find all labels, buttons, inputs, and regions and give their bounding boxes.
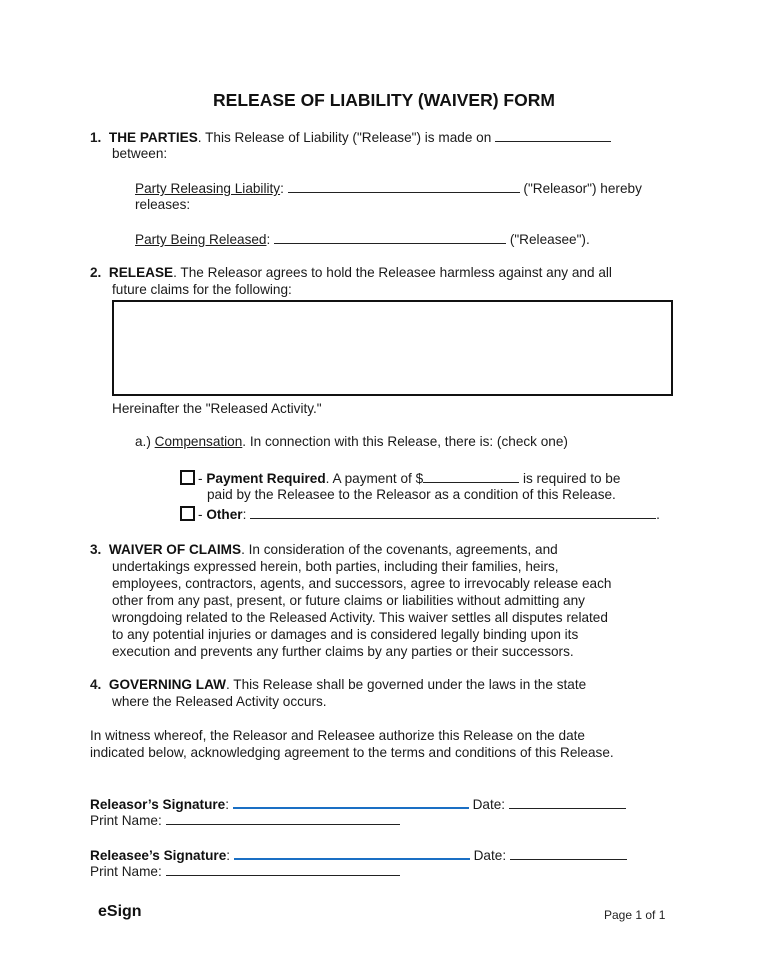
section-text: . This Release shall be governed under the laws in the state [225,677,587,692]
section-law [90,677,586,692]
section-number: 4. [90,677,102,692]
releasee-print-name-field[interactable] [166,863,400,876]
date-made-field[interactable] [495,129,611,142]
option-payment-cont: paid by the Releasee to the Releasor as a condition of this Release. [207,487,616,502]
releasor-name-field[interactable] [288,180,520,193]
releasor-row: Party Releasing Liability: ("Releasor") hereby [135,181,642,196]
compensation-row [135,434,568,449]
released-activity-box[interactable] [112,300,673,396]
other-field[interactable] [250,506,656,519]
releasee-row: Party Being Released: ("Releasee"). [135,232,590,247]
date-label: Date: [472,797,506,812]
waiver-line: undertakings expressed herein, both parties, including their families, heirs, [112,559,559,574]
section-heading: GOVERNING LAW [108,677,226,692]
section-parties [90,129,611,145]
compensation-text: . In connection with this Release, there is: (check one) [242,434,568,449]
other-checkbox[interactable] [180,506,195,521]
waiver-line: other from any past, present, or future claims or liabilities without admitting any [112,593,585,608]
waiver-line: to any potential injuries or damages and is considered legally binding upon its [112,627,579,642]
releasee-signature-row: Releasee’s Signature: Date: [90,846,627,863]
releasee-suffix: ("Releasee"). [506,232,590,247]
releasee-name-field[interactable] [274,231,506,244]
signature-label: Releasor’s Signature [90,797,226,812]
section-text: . The Releasor agrees to hold the Releasee harmless against any and all [173,265,612,280]
esign-logo: eSign [98,903,142,920]
witness-line: indicated below, acknowledging agreement to the terms and conditions of this Release. [90,745,614,760]
section-heading: THE PARTIES [108,130,198,145]
releasor-signature-row: Releasor’s Signature: Date: [90,795,626,812]
section-heading: RELEASE [108,265,174,280]
releasee-signature-field[interactable] [234,846,470,860]
print-name-label: Print Name: [90,864,162,879]
waiver-line: execution and prevents any further claims by any parties or their successors. [112,644,574,659]
releasor-signature-field[interactable] [233,795,469,809]
page-number: Page 1 of 1 [604,908,666,922]
section-parties-cont: between: [112,146,168,161]
option-text: : [242,507,247,522]
section-number: 2. [90,265,102,280]
date-label: Date: [473,848,507,863]
section-law-cont: where the Released Activity occurs. [112,694,327,709]
option-text: . A payment of $ [325,471,424,486]
option-label: Other [206,507,243,522]
released-activity-caption: Hereinafter the "Released Activity." [112,401,322,416]
releasor-print-name-field[interactable] [166,812,400,825]
releasor-date-field[interactable] [509,796,626,809]
option-end: . [656,507,660,522]
section-waiver [90,542,558,557]
form-title: RELEASE OF LIABILITY (WAIVER) FORM [213,90,555,110]
releasor-label: Party Releasing Liability [135,181,281,196]
payment-required-checkbox[interactable] [180,470,195,485]
waiver-line: employees, contractors, agents, and successors, agree to irrevocably release each [112,576,612,591]
print-name-label: Print Name: [90,813,162,828]
releasor-cont: releases: [135,197,191,212]
section-text: . This Release of Liability ("Release") is made on [197,130,492,145]
section-text: . In consideration of the covenants, agreements, and [241,542,558,557]
releasee-label: Party Being Released [135,232,267,247]
releasor-print-row [90,812,400,828]
compensation-label: Compensation [154,434,243,449]
option-label: Payment Required [206,471,326,486]
waiver-line: wrongdoing related to the Released Activity. This waiver settles all disputes related [112,610,608,625]
section-release-cont: future claims for the following: [112,282,292,297]
option-text-cont: is required to be [519,471,621,486]
option-payment-required: - Payment Required. A payment of $ is required to be [180,470,620,486]
option-other: - Other: . [180,506,660,522]
section-release [90,265,612,280]
compensation-prefix: a.) [135,434,155,449]
payment-amount-field[interactable] [423,470,519,483]
section-number: 1. [90,130,102,145]
signature-label: Releasee’s Signature [90,848,227,863]
releasee-date-field[interactable] [510,847,627,860]
section-number: 3. [90,542,102,557]
releasee-print-row [90,863,400,879]
section-heading: WAIVER OF CLAIMS [108,542,242,557]
releasor-suffix: ("Releasor") hereby [519,181,642,196]
witness-line: In witness whereof, the Releasor and Releasee authorize this Release on the date [90,728,585,743]
